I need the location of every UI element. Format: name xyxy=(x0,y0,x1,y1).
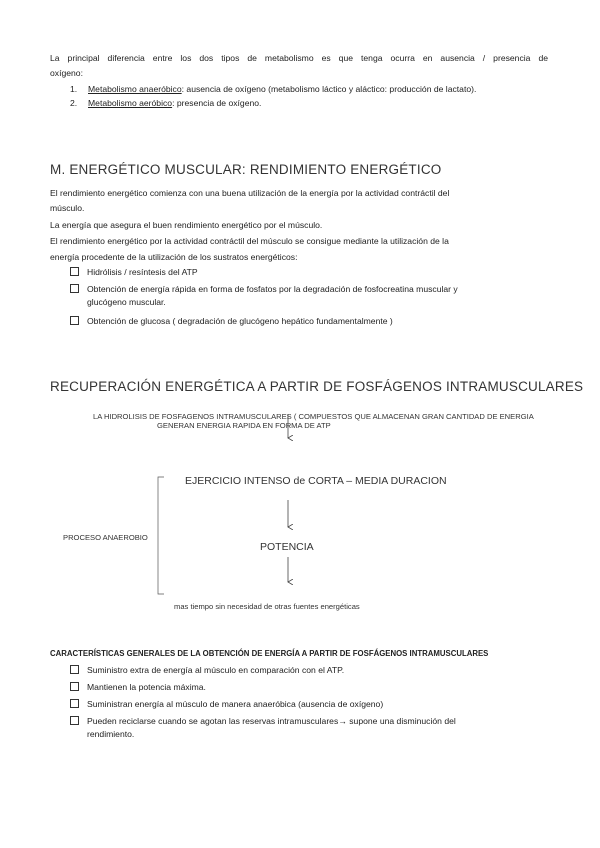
list-number: 1. xyxy=(70,84,78,94)
list-term: Metabolismo aeróbico xyxy=(88,98,173,108)
checklist-item[interactable]: Obtención de energía rápida en forma de fosfatos por la degradación de fosfocreatina muscular y glucógeno muscular. xyxy=(70,283,540,309)
list-desc: : ausencia de oxígeno (metabolismo láctico y aláctico: producción de lactato). xyxy=(181,84,477,94)
paragraph-line: El rendimiento energético por la actividad contráctil del músculo se consigue mediante la utilización de la xyxy=(50,236,449,246)
paragraph-line: La energía que asegura el buen rendimiento energético por el músculo. xyxy=(50,220,323,230)
intro-line-1: La principal diferencia entre los dos tipos de metabolismo es que tenga ocurra en ausencia / presencia de xyxy=(50,53,548,63)
section-heading: RECUPERACIÓN ENERGÉTICA A PARTIR DE FOSFÁGENOS INTRAMUSCULARES xyxy=(50,379,584,394)
list-desc: : presencia de oxígeno. xyxy=(172,98,262,108)
checklist-item[interactable]: Pueden reciclarse cuando se agotan las reservas intramusculares→ supone una disminución del rendimiento. xyxy=(70,715,540,741)
checklist-item[interactable]: Suministro extra de energía al músculo en comparación con el ATP. xyxy=(70,664,540,677)
diagram-side-label: PROCESO ANAEROBIO xyxy=(63,533,148,542)
checkbox[interactable] xyxy=(70,716,79,725)
checkbox[interactable] xyxy=(70,682,79,691)
section-heading: M. ENERGÉTICO MUSCULAR: RENDIMIENTO ENERGÉTICO xyxy=(50,162,442,177)
paragraph-line: energía procedente de la utilización de los sustratos energéticos: xyxy=(50,252,298,262)
diagram-top-line-2: GENERAN ENERGIA RAPIDA EN FORMA DE ATP xyxy=(157,421,331,430)
diagram-step-1: EJERCICIO INTENSO de CORTA – MEDIA DURACION xyxy=(185,475,447,487)
diagram-top-line-1: LA HIDROLISIS DE FOSFAGENOS INTRAMUSCULARES ( COMPUESTOS QUE ALMACENAN GRAN CANTIDAD DE ENERGIA xyxy=(93,412,534,421)
bracket xyxy=(158,477,164,594)
checkbox[interactable] xyxy=(70,665,79,674)
section-subheading: CARACTERÍSTICAS GENERALES DE LA OBTENCIÓN DE ENERGÍA A PARTIR DE FOSFÁGENOS INTRAMUSCULARES xyxy=(50,649,489,658)
checkbox[interactable] xyxy=(70,699,79,708)
paragraph-line: músculo. xyxy=(50,203,85,213)
list-number: 2. xyxy=(70,98,78,108)
paragraph-line: El rendimiento energético comienza con una buena utilización de la energía por la actividad contráctil del xyxy=(50,188,450,198)
intro-line-2: oxígeno: xyxy=(50,68,83,78)
checklist-item[interactable]: Suministran energía al músculo de manera anaeróbica (ausencia de oxígeno) xyxy=(70,698,540,711)
checklist-item[interactable]: Hidrólisis / resíntesis del ATP xyxy=(70,266,540,279)
checklist-item[interactable]: Mantienen la potencia máxima. xyxy=(70,681,540,694)
diagram-step-2: POTENCIA xyxy=(260,541,314,553)
checklist-item[interactable]: Obtención de glucosa ( degradación de glucógeno hepático fundamentalmente ) xyxy=(70,315,540,328)
diagram-bottom-label: mas tiempo sin necesidad de otras fuentes energéticas xyxy=(174,602,360,611)
list-term: Metabolismo anaeróbico xyxy=(88,84,182,94)
